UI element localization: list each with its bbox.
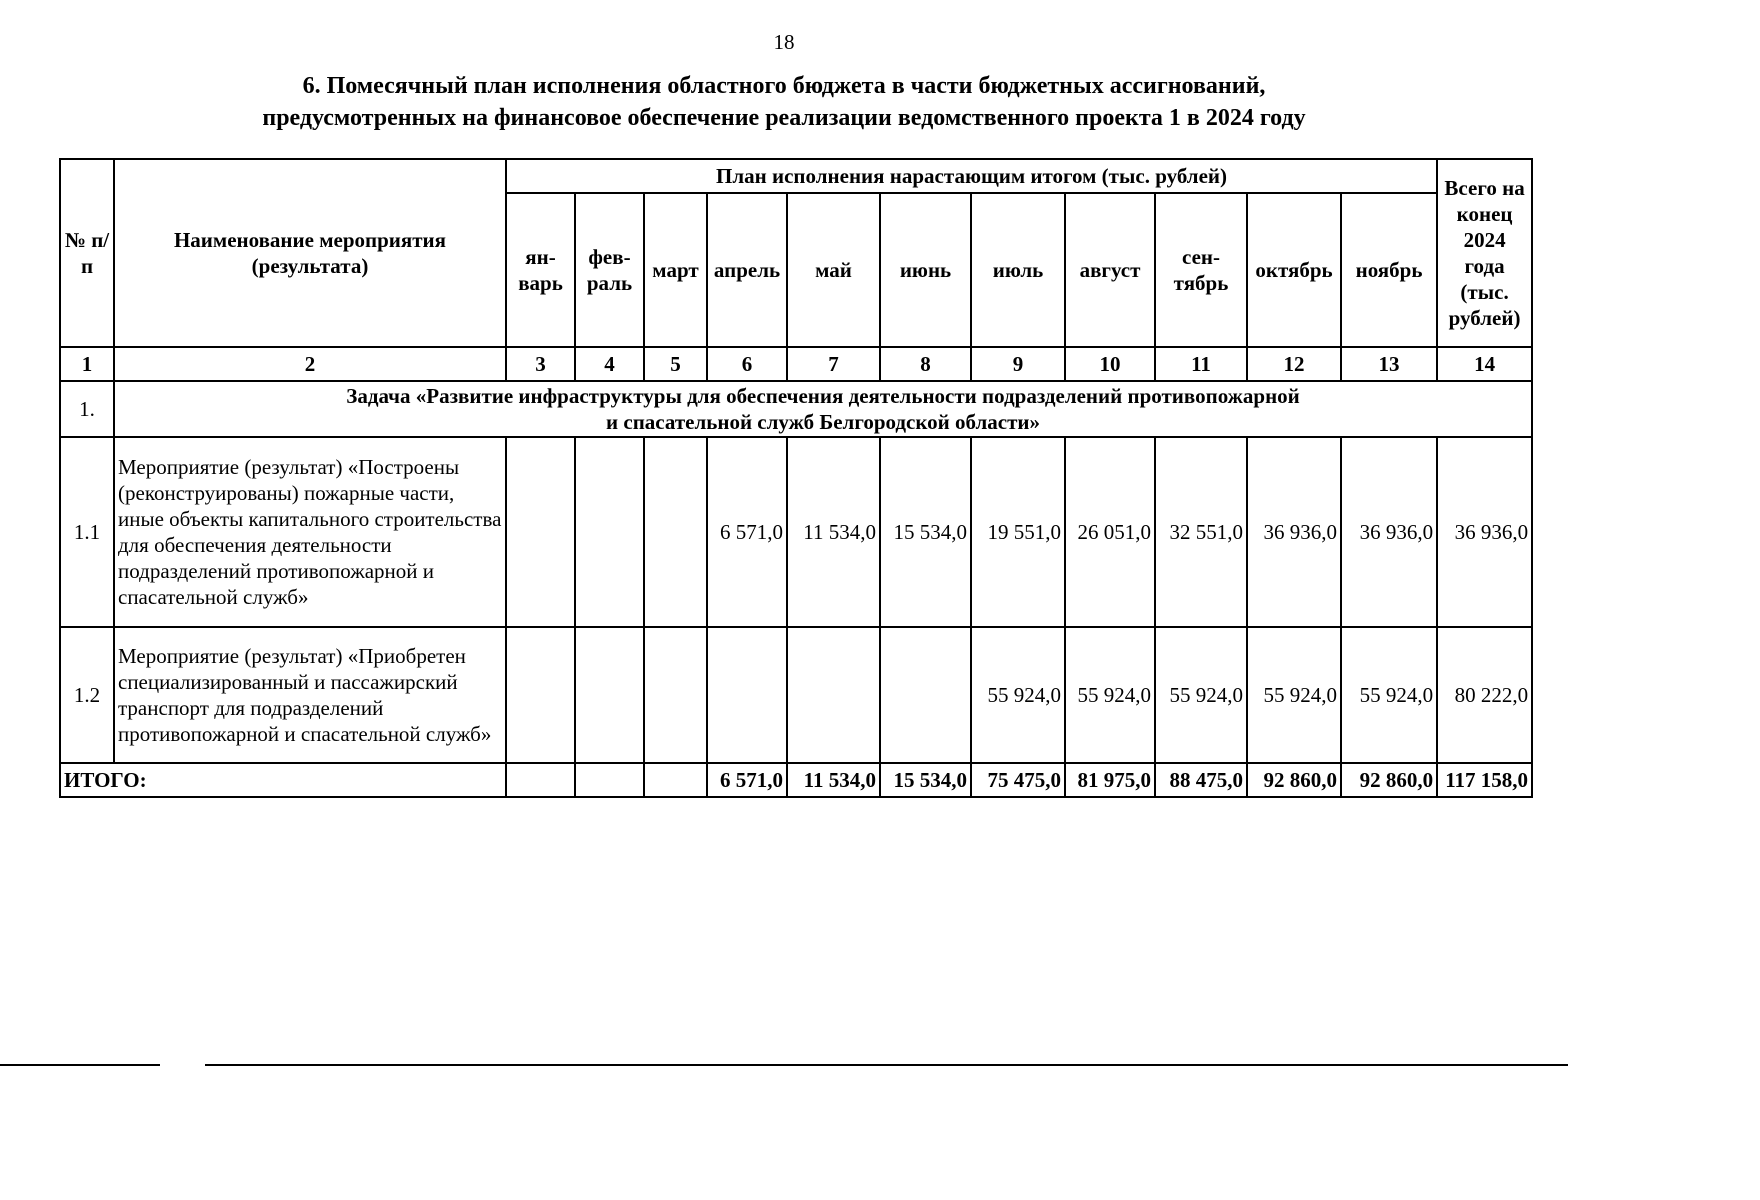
total-jul: 75 475,0 <box>971 763 1065 797</box>
task-title-line-2: и спасательной служб Белгородской области» <box>606 410 1041 434</box>
total-feb <box>575 763 644 797</box>
value-may <box>787 627 880 763</box>
title-line-2: предусмотренных на финансовое обеспечение реализации ведомственного проекта 1 в 2024 году <box>262 105 1306 131</box>
task-num: 1. <box>60 381 114 437</box>
column-number: 13 <box>1341 347 1437 381</box>
total-aug: 81 975,0 <box>1065 763 1155 797</box>
total-row <box>60 763 1532 797</box>
row-name: Мероприятие (результат) «Приобретен специализированный и пассажирский транспорт для подразделений противопожарной и спасательной служб» <box>114 627 506 763</box>
value-nov: 36 936,0 <box>1341 437 1437 627</box>
task-title <box>114 381 1532 437</box>
total-jan <box>506 763 575 797</box>
header-total: Всего на конец 2024 года (тыс. рублей) <box>1437 159 1532 347</box>
header-month-jun: июнь <box>880 193 971 347</box>
column-number: 2 <box>114 347 506 381</box>
total-year: 117 158,0 <box>1437 763 1532 797</box>
column-number: 1 <box>60 347 114 381</box>
value-total: 36 936,0 <box>1437 437 1532 627</box>
value-feb <box>575 437 644 627</box>
header-month-feb: фев-раль <box>575 193 644 347</box>
row-num: 1.2 <box>60 627 114 763</box>
header-month-jan: ян-варь <box>506 193 575 347</box>
value-sep: 55 924,0 <box>1155 627 1247 763</box>
value-apr <box>707 627 787 763</box>
column-number: 6 <box>707 347 787 381</box>
header-num: № п/п <box>60 159 114 347</box>
task-title-line-1: Задача «Развитие инфраструктуры для обеспечения деятельности подразделений противопожарной <box>346 384 1300 408</box>
footer-rule-right <box>205 1064 1568 1066</box>
total-may: 11 534,0 <box>787 763 880 797</box>
row-name: Мероприятие (результат) «Построены (реконструированы) пожарные части, иные объекты капитального строительства для обеспечения деятельности подразделений противопожарной и спасательной служб» <box>114 437 506 627</box>
column-number: 3 <box>506 347 575 381</box>
column-number-row <box>60 347 1532 381</box>
column-number: 11 <box>1155 347 1247 381</box>
column-number: 10 <box>1065 347 1155 381</box>
value-jul: 55 924,0 <box>971 627 1065 763</box>
footer-rule-left <box>0 1064 160 1066</box>
column-number: 9 <box>971 347 1065 381</box>
column-number: 4 <box>575 347 644 381</box>
total-apr: 6 571,0 <box>707 763 787 797</box>
column-number: 5 <box>644 347 707 381</box>
value-sep: 32 551,0 <box>1155 437 1247 627</box>
value-feb <box>575 627 644 763</box>
column-number: 7 <box>787 347 880 381</box>
row-num: 1.1 <box>60 437 114 627</box>
value-jan <box>506 627 575 763</box>
document-title <box>0 70 1568 134</box>
total-sep: 88 475,0 <box>1155 763 1247 797</box>
value-aug: 55 924,0 <box>1065 627 1155 763</box>
total-label: ИТОГО: <box>60 763 506 797</box>
total-nov: 92 860,0 <box>1341 763 1437 797</box>
budget-plan-table <box>59 158 1533 798</box>
title-line-1: 6. Помесячный план исполнения областного бюджета в части бюджетных ассигнований, <box>302 73 1266 99</box>
value-total: 80 222,0 <box>1437 627 1532 763</box>
header-month-may: май <box>787 193 880 347</box>
header-plan-group: План исполнения нарастающим итогом (тыс. рублей) <box>506 159 1437 193</box>
value-mar <box>644 627 707 763</box>
table-row <box>60 437 1532 627</box>
value-oct: 55 924,0 <box>1247 627 1341 763</box>
value-jun <box>880 627 971 763</box>
column-number: 8 <box>880 347 971 381</box>
total-jun: 15 534,0 <box>880 763 971 797</box>
value-may: 11 534,0 <box>787 437 880 627</box>
total-oct: 92 860,0 <box>1247 763 1341 797</box>
header-month-jul: июль <box>971 193 1065 347</box>
header-row-top <box>60 159 1532 193</box>
header-month-sep: сен-тябрь <box>1155 193 1247 347</box>
value-nov: 55 924,0 <box>1341 627 1437 763</box>
value-jun: 15 534,0 <box>880 437 971 627</box>
value-mar <box>644 437 707 627</box>
value-jan <box>506 437 575 627</box>
column-number: 14 <box>1437 347 1532 381</box>
table-row <box>60 627 1532 763</box>
value-apr: 6 571,0 <box>707 437 787 627</box>
header-month-nov: ноябрь <box>1341 193 1437 347</box>
header-name: Наименование мероприятия (результата) <box>114 159 506 347</box>
task-row <box>60 381 1532 437</box>
page-number: 18 <box>773 30 795 54</box>
header-month-apr: апрель <box>707 193 787 347</box>
total-mar <box>644 763 707 797</box>
value-oct: 36 936,0 <box>1247 437 1341 627</box>
header-month-oct: октябрь <box>1247 193 1341 347</box>
value-aug: 26 051,0 <box>1065 437 1155 627</box>
value-jul: 19 551,0 <box>971 437 1065 627</box>
header-month-mar: март <box>644 193 707 347</box>
header-month-aug: август <box>1065 193 1155 347</box>
column-number: 12 <box>1247 347 1341 381</box>
